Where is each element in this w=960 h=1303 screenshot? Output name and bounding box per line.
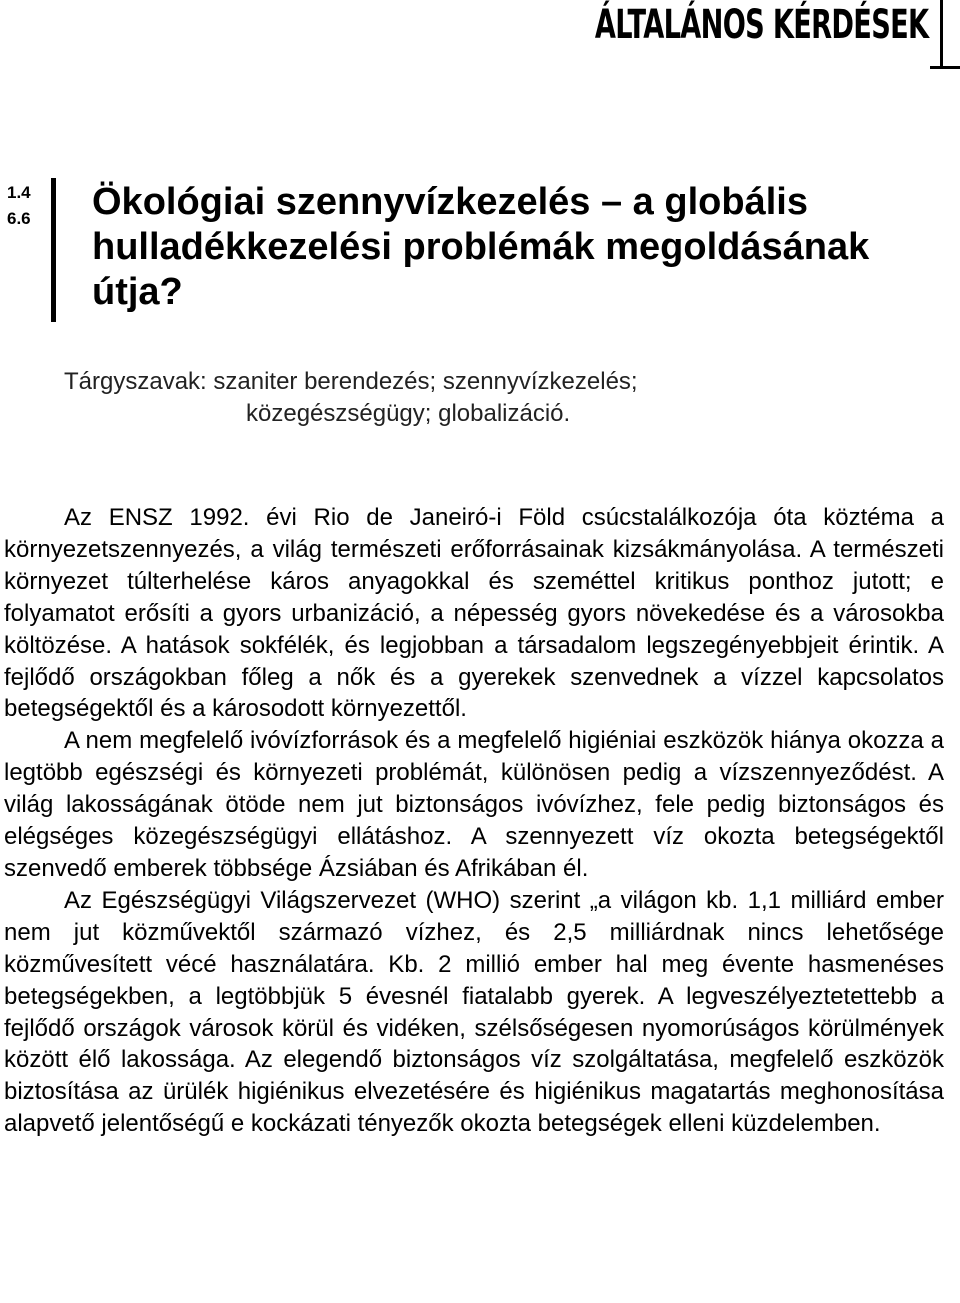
keywords-line1: Tárgyszavak: szaniter berendezés; szennyvízkezelés; <box>64 368 638 395</box>
article-body <box>4 502 944 1140</box>
paragraph-2: A nem megfelelő ivóvízforrások és a megfelelő higiéniai eszközök hiánya okozza a legtöbb egészségi és környezeti problémát, különösen pedig a vízszennyeződést. A világ lakosságának ötöde nem jut biztonságos ivóvízhez, fele pedig biztonságos és elégséges közegészségügyi ellátáshoz. A szennyezett víz okozta betegségektől szenvedő emberek többsége Ázsiában és Afrikában él. <box>4 727 944 882</box>
header-title: ÁLTALÁNOS KÉRDÉSEK <box>594 2 928 48</box>
section-number-line1: 1.4 <box>7 183 31 202</box>
keywords-line2: közegészségügy; globalizáció. <box>246 400 571 427</box>
header-horizontal-rule <box>930 66 960 69</box>
paragraph-3: Az Egészségügyi Világszervezet (WHO) szerint „a világon kb. 1,1 milliárd ember nem jut közművektől származó vízhez, és 2,5 milliárdnak nincs lehetősége közművesített vécé használatára. Kb. 2 millió ember hal meg évente hasmenéses betegségekben, a legtöbbjük 5 évesnél fiatalabb gyerek. A legveszélyeztetettebb a fejlődő országok városok körül és vidéken, szélsőségesen nyomorúságos körülmények között élő lakossága. Az elegendő biztonságos víz szolgáltatása, megfelelő eszközök biztosítása az ürülék higiénikus elvezetésére és higiénikus magatartás meghonosítása alapvető jelentőségű e kockázati tényezők okozta betegségek elleni küzdelemben. <box>4 886 944 1138</box>
title-bar <box>51 178 56 322</box>
article-title: Ökológiai szennyvízkezelés – a globális hulladékkezelési problémák megoldásának útja? <box>92 181 870 313</box>
page-header <box>0 0 960 80</box>
keywords <box>64 366 944 430</box>
section-number-line2: 6.6 <box>7 209 31 228</box>
header-vertical-rule <box>940 0 943 68</box>
section-number <box>7 180 31 232</box>
paragraph-1: Az ENSZ 1992. évi Rio de Janeiró-i Föld csúcstalálkozója óta köztéma a környezetszennyezés, a világ természeti erőforrásainak kizsákmányolása. A természeti környezet túlterhelése káros anyagokkal és szeméttel kritikus ponthoz jutott; e folyamatot erősíti a gyors urbanizáció, a népesség gyors növekedése és a városokba költözése. A hatások sokfélék, és legjobban a társadalom legszegényebbjeit érintik. A fejlődő országokban főleg a nők és a gyerekek szenvednek a vízzel kapcsolatos betegségektől és a károsodott környezettől. <box>4 504 944 723</box>
